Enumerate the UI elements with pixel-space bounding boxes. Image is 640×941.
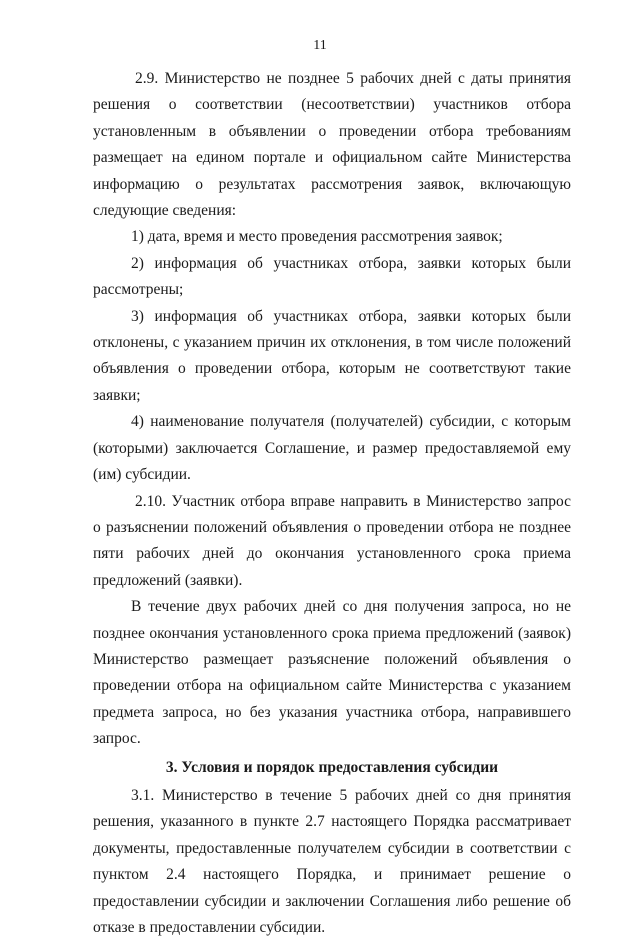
- document-body: [93, 66, 571, 941]
- list-item-3: 3) информация об участниках отбора, заявки которых были отклонены, с указанием причин их отклонения, в том числе положений объявления о проведении отбора, которым не соответствуют такие заявки;: [93, 307, 571, 404]
- paragraph-2-10: 2.10. Участник отбора вправе направить в Министерство запрос о разъяснении положений объявления о проведении отбора не позднее пяти рабочих дней до окончания установленного срока приема предложений (заявки).: [93, 492, 571, 589]
- paragraph-3-1: 3.1. Министерство в течение 5 рабочих дней со дня принятия решения, указанного в пункте 2.7 настоящего Порядка рассматривает документы, предоставленные получателем субсидии в соответствии с пунктом 2.4 настоящего Порядка, и принимает решение о предоставлении субсидии и заключении Соглашения либо решение об отказе в предоставлении субсидии.: [93, 786, 571, 936]
- list-item-1: 1) дата, время и место проведения рассмотрения заявок;: [131, 228, 503, 246]
- paragraph-2-10-continued: В течение двух рабочих дней со дня получения запроса, но не позднее окончания установленного срока приема предложений (заявок) Министерство размещает разъяснение положений объявления о проведении отбора на официальном сайте Министерства с указанием предмета запроса, но без указания участника отбора, направившего запрос.: [93, 598, 571, 748]
- list-item-4: 4) наименование получателя (получателей) субсидии, с которым (которыми) заключается Соглашение, и размер предоставляемой ему (им) субсидии.: [93, 413, 571, 484]
- list-item-2: 2) информация об участниках отбора, заявки которых были рассмотрены;: [93, 254, 571, 299]
- page-number: 11: [313, 38, 327, 53]
- paragraph-2-9: 2.9. Министерство не позднее 5 рабочих дней с даты принятия решения о соответствии (несоответствии) участников отбора установленным в объявлении о проведении отбора требованиям размещает на едином портале и официальном сайте Министерства информацию о результатах рассмотрения заявок, включающую следующие сведения:: [93, 70, 571, 220]
- section-3-heading: 3. Условия и порядок предоставления субсидии: [165, 758, 499, 776]
